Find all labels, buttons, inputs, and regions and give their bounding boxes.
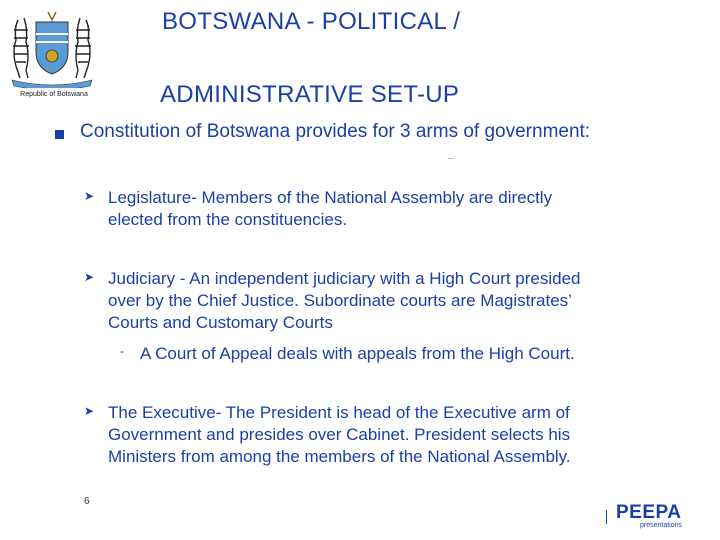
list-item-line: elected from the constituencies. [108, 210, 348, 229]
logo-caption: Republic of Botswana [20, 91, 88, 98]
page-title-line-1: BOTSWANA - POLITICAL / [162, 8, 461, 35]
footer-divider [606, 510, 607, 524]
page-title-line-2: ADMINISTRATIVE SET-UP [160, 81, 460, 108]
page-number: 6 [84, 496, 90, 507]
footer-brand: PEEPA [616, 502, 682, 523]
square-bullet-icon [55, 130, 64, 139]
list-item-line: Judiciary - An independent judiciary with a High Court presided [108, 269, 581, 288]
divider [448, 158, 454, 159]
list-item-text [108, 187, 678, 231]
list-item-line: Ministers from among the members of the National Assembly. [108, 447, 571, 466]
coat-of-arms-logo [4, 8, 100, 98]
arrow-bullet-icon: ➤ [84, 404, 95, 418]
arrow-bullet-icon: ➤ [84, 270, 95, 284]
list-item-text [108, 402, 678, 468]
list-item-line: over by the Chief Justice. Subordinate courts are Magistrates’ [108, 291, 572, 310]
list-item-text [108, 268, 678, 334]
list-item-line: Government and presides over Cabinet. President selects his [108, 425, 571, 444]
main-point-text: Constitution of Botswana provides for 3 arms of government: [80, 121, 591, 142]
footer-tagline: presentations [640, 522, 683, 529]
list-item-line: The Executive- The President is head of the Executive arm of [108, 403, 570, 422]
arrow-bullet-icon: ➤ [84, 189, 95, 203]
sub-point-text: A Court of Appeal deals with appeals from the High Court. [140, 344, 575, 363]
coat-of-arms-icon [4, 8, 100, 88]
list-item-line: Legislature- Members of the National Assembly are directly [108, 188, 553, 207]
list-item-line: Courts and Customary Courts [108, 313, 333, 332]
dash-bullet-icon: - [120, 344, 124, 358]
